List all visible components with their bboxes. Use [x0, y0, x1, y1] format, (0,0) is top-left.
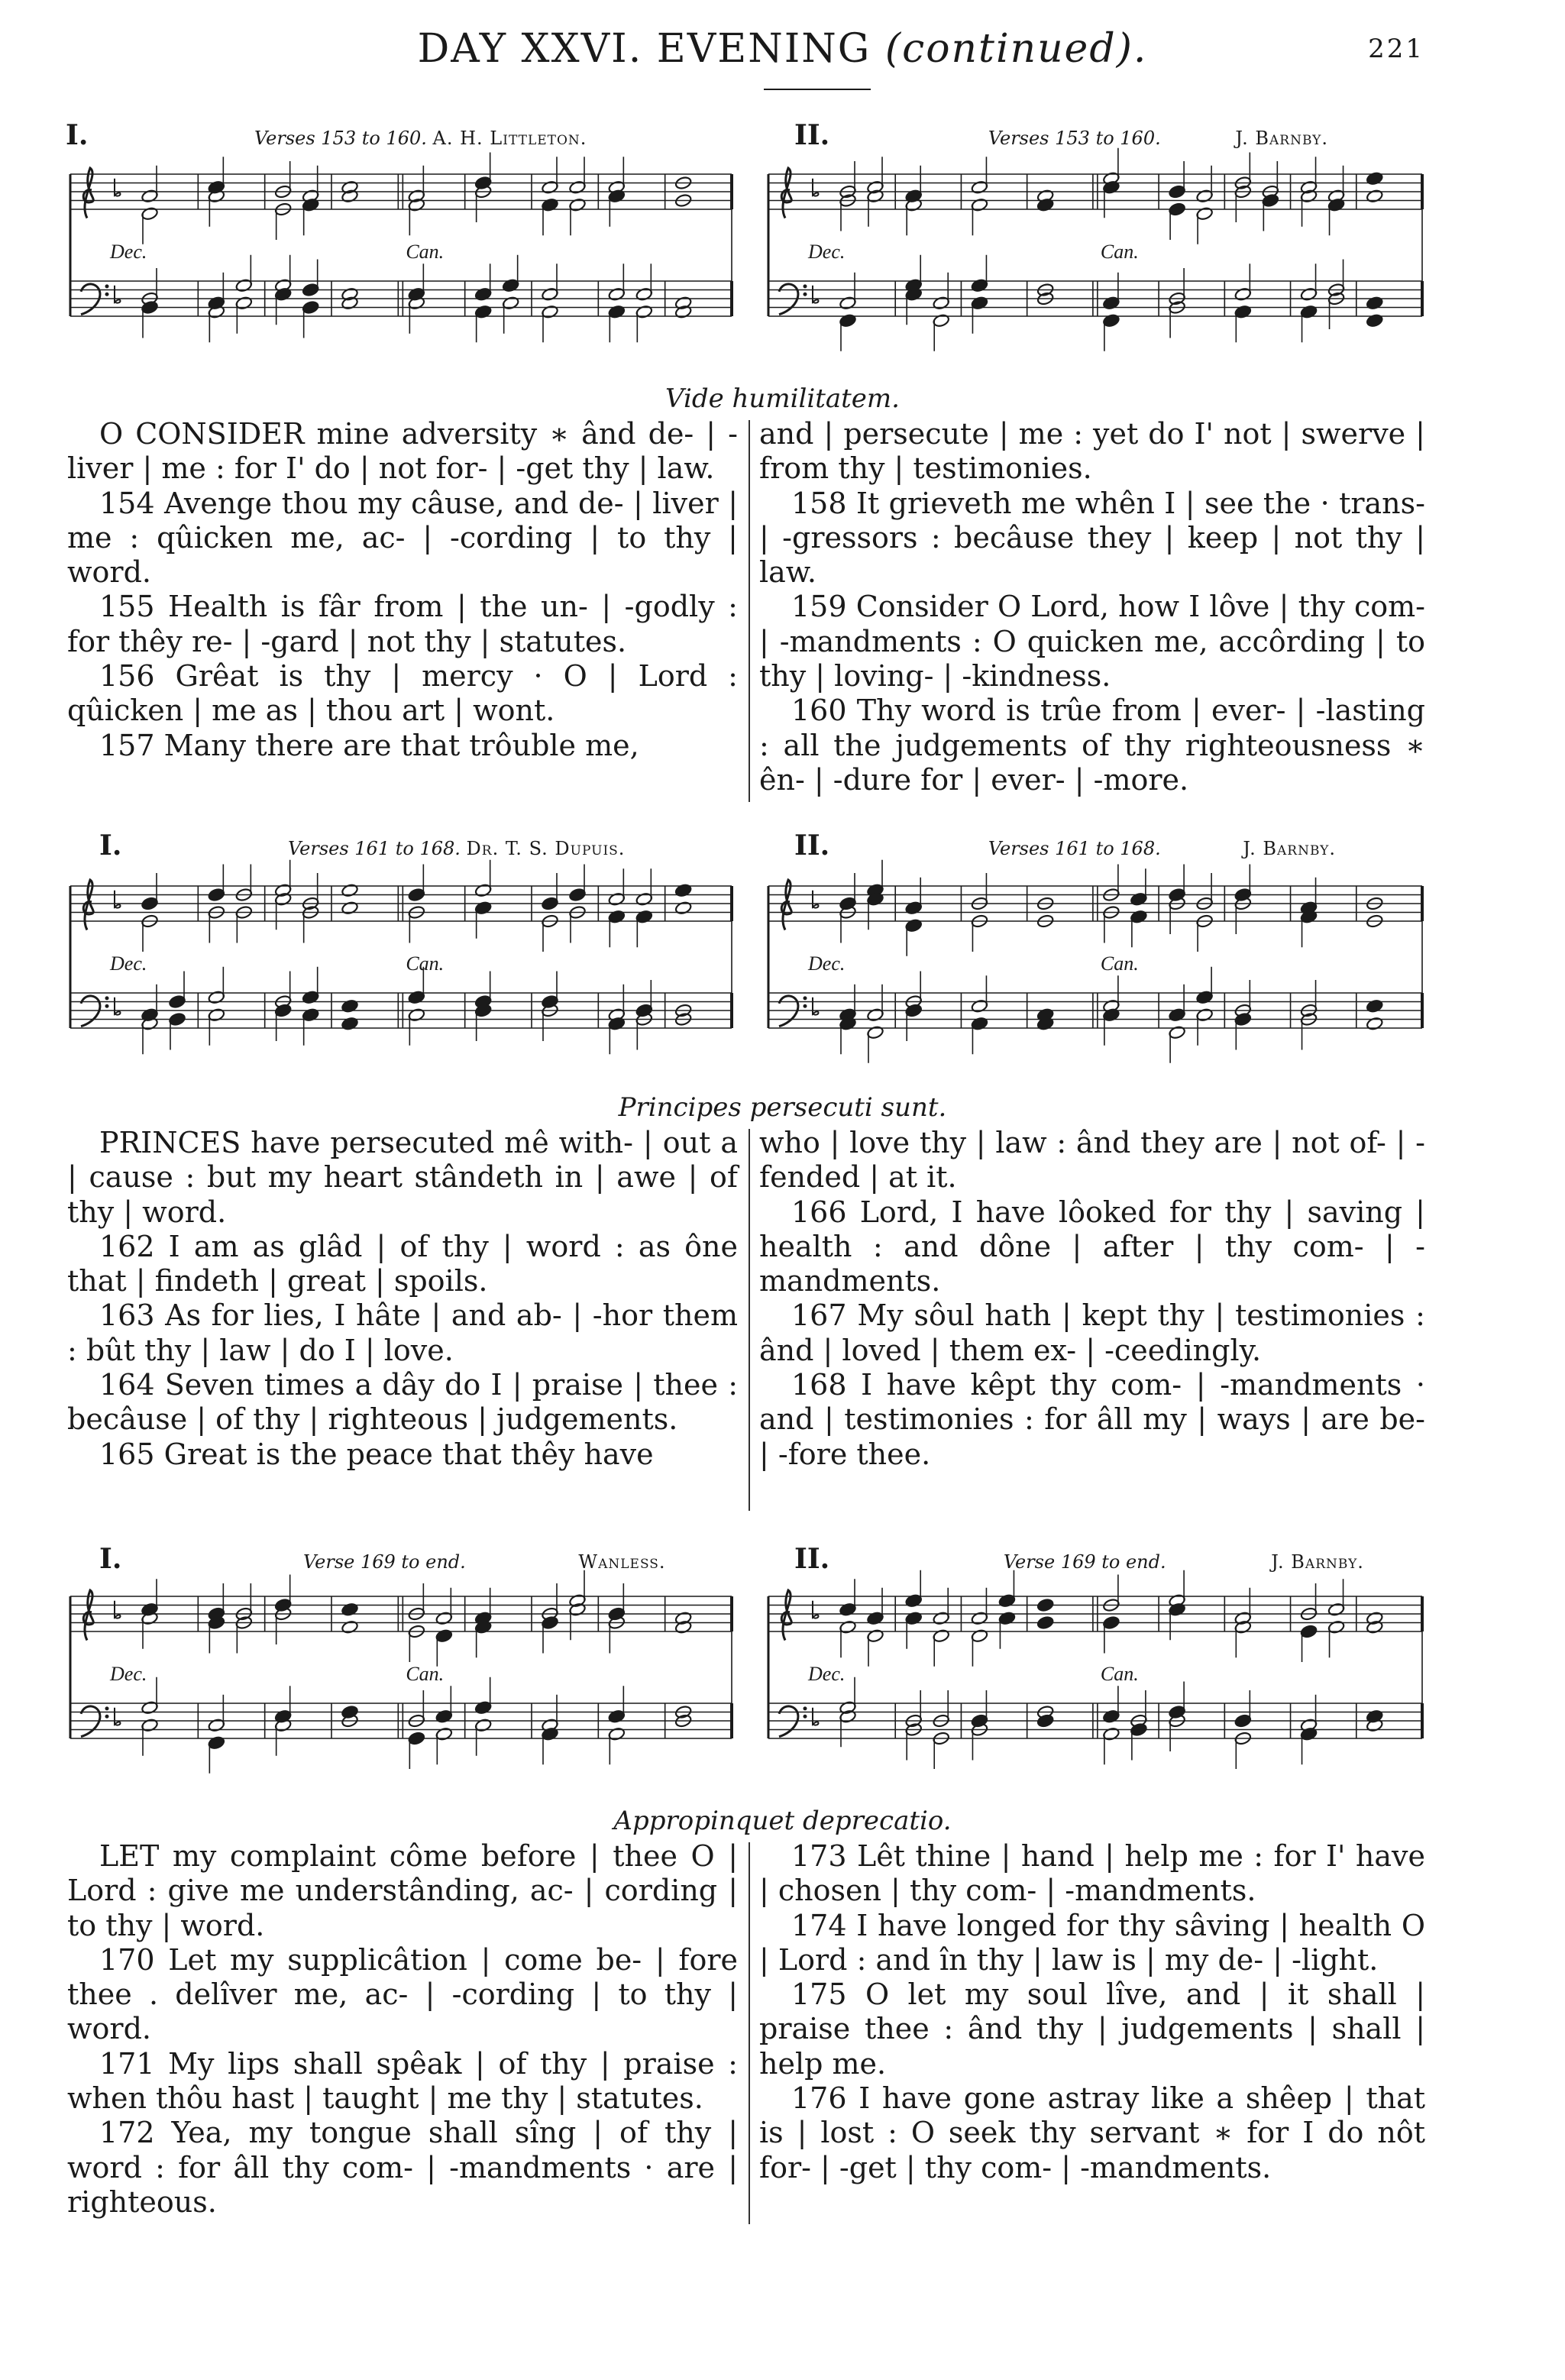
note-head [635, 910, 653, 924]
note-head [1234, 287, 1252, 302]
note-head [933, 1611, 950, 1625]
note-head [1036, 1598, 1054, 1612]
note-head [608, 1727, 626, 1741]
verse-paragraph: 171 My lips shall spêak | of thy | praise : when thôu hast | taught | me thy | statutes. [67, 2046, 738, 2116]
note-head [408, 1007, 425, 1022]
note-head [1300, 1624, 1318, 1638]
verse-paragraph: 162 I am as glâd | of thy | word : as ône that | findeth | great | spoils. [67, 1229, 738, 1298]
flat-icon [813, 179, 819, 196]
note-head [435, 1628, 453, 1643]
note-head [302, 1007, 319, 1022]
chant-verses: Verse 169 to end. [1003, 1551, 1166, 1573]
page-title [0, 26, 1565, 72]
note-head [971, 278, 988, 293]
verse-paragraph: 168 I have kêpt thy com- | -mandments · and | testimonies : for âll my | ways | are be- | -fore thee. [759, 1368, 1425, 1471]
note-head [474, 1718, 492, 1732]
flat-icon [115, 1708, 121, 1725]
treble-clef-icon [781, 1590, 791, 1641]
note-head [608, 1709, 626, 1724]
note-head [905, 918, 923, 933]
verse-paragraph: who | love thy | law : ând they are | not of- | -fended | at it. [759, 1126, 1425, 1195]
bass-staff [70, 1703, 732, 1738]
chant-heading-s1-2 [794, 119, 1328, 151]
verse-paragraph: 164 Seven times a dây do I | praise | thee : becâuse | of thy | righteous | judgements. [67, 1368, 738, 1437]
note-head [435, 1611, 453, 1625]
decani-label: Dec. [110, 1663, 147, 1685]
chant-number: II. [794, 1543, 830, 1575]
page-title-suffix: (continued). [884, 26, 1148, 72]
note-head [435, 1709, 453, 1724]
note-head [1327, 1620, 1345, 1635]
flat-icon [115, 891, 121, 908]
note-head [839, 296, 856, 310]
note-head [541, 180, 558, 195]
note-head [1195, 189, 1213, 203]
latin-title-s2: Principes persecuti sunt. [618, 1092, 947, 1123]
bass-clef-dot [804, 1004, 807, 1008]
verse-paragraph: 159 Consider O Lord, how I lôve | thy com- | -mandments : O quicken me, accôrding | to thy | loving- | -kindness. [759, 590, 1425, 694]
psalm-column-right-s3 [759, 1839, 1425, 2185]
flat-icon [813, 286, 819, 303]
flat-icon [813, 1708, 819, 1725]
flat-icon [813, 891, 819, 908]
bass-staff [768, 281, 1422, 316]
chant-score-s1-1 [66, 167, 738, 357]
note-head [502, 296, 519, 310]
note-head [474, 287, 492, 302]
note-head [341, 999, 358, 1014]
cantoris-label: Can. [406, 241, 445, 263]
column-divider [749, 420, 750, 802]
chant-number: I. [99, 1543, 122, 1575]
bass-staff [768, 1703, 1422, 1738]
note-head [635, 892, 653, 907]
note-head [541, 287, 558, 302]
note-head [208, 990, 225, 1004]
note-head [1366, 171, 1383, 186]
note-head [541, 305, 558, 319]
flat-icon [115, 998, 121, 1015]
note-head [971, 999, 988, 1014]
chant-composer: J. Barnby. [1235, 128, 1329, 149]
treble-staff [70, 880, 732, 930]
note-head [1366, 999, 1383, 1014]
decani-label: Dec. [110, 241, 147, 263]
note-head [905, 901, 923, 915]
note-head [474, 1700, 492, 1715]
note-head [168, 1012, 186, 1027]
note-head [1300, 305, 1318, 319]
note-head [839, 1602, 856, 1617]
note-head [302, 990, 319, 1004]
bass-clef-dot [105, 1715, 109, 1719]
cantoris-label: Can. [1100, 241, 1139, 263]
note-head [866, 1611, 884, 1625]
bass-clef-dot [105, 1004, 109, 1008]
note-head [971, 1611, 988, 1625]
note-head [1366, 313, 1383, 328]
note-head [1168, 1025, 1185, 1040]
latin-title-s3: Appropinquet deprecatio. [613, 1806, 952, 1836]
note-head [608, 910, 626, 924]
decani-label: Dec. [808, 1663, 846, 1685]
note-head [1168, 1007, 1185, 1022]
note-head [408, 888, 425, 902]
note-head [302, 300, 319, 315]
decani-label: Dec. [808, 952, 846, 975]
note-head [1130, 892, 1147, 907]
note-head [502, 278, 519, 293]
flat-icon [115, 1601, 121, 1618]
column-divider [749, 1129, 750, 1511]
latin-title-s1: Vide humilitatem. [665, 383, 900, 414]
note-head [608, 287, 626, 302]
note-head [435, 1727, 453, 1741]
chant-score-s2-1 [66, 878, 738, 1069]
page-number: 221 [1368, 34, 1424, 64]
cantoris-label: Can. [1100, 952, 1139, 975]
chant-score-s3-1 [66, 1589, 738, 1780]
note-head [635, 287, 653, 302]
chant-verses: Verse 169 to end. [303, 1551, 466, 1573]
note-head [341, 883, 358, 897]
note-head [1036, 1615, 1054, 1630]
verse-paragraph: 154 Avenge thou my câuse, and de- | liver | me : qûicken me, ac- | -cording | to thy | word. [67, 486, 738, 590]
bass-clef-dot [804, 1706, 807, 1710]
chant-score-s1-2 [764, 167, 1428, 357]
chant-heading-s2-2 [794, 829, 1336, 862]
note-head [905, 1593, 923, 1608]
note-head [905, 1611, 923, 1625]
chant-heading-s2-1 [99, 829, 625, 862]
verse-paragraph: 157 Many there are that trôuble me, [99, 728, 639, 762]
note-head [141, 1718, 158, 1732]
verse-paragraph: PRINCES have persecuted mê with- | out a | cause : but my heart stândeth in | awe | of thy | word. [67, 1126, 738, 1229]
note-head [866, 1628, 884, 1643]
chant-verses: Verses 153 to 160. [254, 128, 427, 149]
note-head [971, 180, 988, 195]
note-head [933, 1628, 950, 1643]
note-head [1102, 1727, 1120, 1741]
flat-icon [813, 1601, 819, 1618]
header-rule [764, 89, 871, 90]
note-head [1168, 202, 1185, 216]
psalm-column-right-s1 [759, 417, 1425, 797]
bass-clef-dot [105, 293, 109, 296]
note-head [1366, 296, 1383, 310]
treble-staff [70, 1590, 732, 1641]
cantoris-label: Can. [406, 952, 445, 975]
flat-icon [813, 998, 819, 1015]
verse-paragraph: 173 Lêt thine | hand | help me : for I' have | chosen | thy com- | -mandments. [759, 1839, 1425, 1908]
bass-staff [768, 993, 1422, 1028]
psalm-column-left-s3 [67, 1839, 738, 2220]
treble-clef-icon [83, 1590, 93, 1641]
note-head [341, 1602, 358, 1617]
note-head [208, 1718, 225, 1732]
treble-clef-icon [83, 880, 93, 930]
cantoris-label: Can. [406, 1663, 445, 1685]
treble-staff [768, 880, 1422, 930]
verse-paragraph: 174 I have longed for thy sâving | health O | Lord : and în thy | law is | my de- | -light. [759, 1908, 1425, 1977]
note-head [408, 990, 425, 1004]
note-head [474, 305, 492, 319]
note-head [208, 1007, 225, 1022]
verse-paragraph: 167 My sôul hath | kept thy | testimonies : ând | loved | them ex- | -ceedingly. [759, 1298, 1425, 1367]
note-head [971, 1017, 988, 1031]
note-head [933, 296, 950, 310]
note-head [1168, 184, 1185, 199]
note-head [541, 896, 558, 910]
treble-clef-icon [781, 880, 791, 930]
psalm-column-left-s2 [67, 1126, 738, 1472]
note-head [141, 1700, 158, 1715]
verse-paragraph: 158 It grieveth me whên I | see the · trans- | -gressors : becâuse they | keep | not thy | law. [759, 486, 1425, 590]
note-head [474, 883, 492, 897]
note-head [1366, 189, 1383, 203]
bass-staff [70, 281, 732, 316]
verse-paragraph: 170 Let my supplicâtion | come be- | fore thee . delîver me, ac- | -cording | to thy | word. [67, 1942, 738, 2046]
verse-paragraph: 156 Grêat is thy | mercy · O | Lord : qûicken | me as | thou art | wont. [67, 659, 738, 728]
bass-staff [70, 993, 732, 1028]
note-head [1102, 1615, 1120, 1630]
chant-score-s3-2 [764, 1589, 1428, 1780]
note-head [474, 901, 492, 915]
note-head [608, 305, 626, 319]
note-head [341, 1017, 358, 1031]
bass-clef-dot [105, 284, 109, 288]
flat-icon [115, 179, 121, 196]
chant-heading-s3-1 [99, 1543, 666, 1575]
page-title-main: DAY XXVI. EVENING [417, 26, 871, 72]
note-head [1195, 990, 1213, 1004]
bass-clef-dot [105, 1706, 109, 1710]
note-head [1102, 1709, 1120, 1724]
decani-label: Dec. [808, 241, 846, 263]
note-head [568, 180, 586, 195]
note-head [1366, 1017, 1383, 1031]
psalm-column-right-s2 [759, 1126, 1425, 1472]
treble-clef-icon [781, 168, 791, 218]
verse-paragraph: 155 Health is fâr from | the un- | -godly : for thêy re- | -gard | not thy | statutes. [67, 590, 738, 658]
note-head [408, 1731, 425, 1745]
bass-clef-dot [804, 293, 807, 296]
note-head [1102, 313, 1120, 328]
note-head [998, 1611, 1016, 1625]
note-head [866, 1007, 884, 1022]
note-head [1327, 1602, 1345, 1617]
psalm-column-left-s1 [67, 417, 738, 763]
note-head [235, 296, 253, 310]
chant-composer: Wanless. [578, 1551, 666, 1573]
note-head [168, 994, 186, 1009]
note-head [933, 313, 950, 328]
note-head [208, 1735, 225, 1750]
verse-paragraph: 160 Thy word is trûe from | ever- | -lasting : all the judgements of thy righteousness ∗ ên- | -dure for | ever- | -more. [759, 694, 1425, 797]
flat-icon [115, 286, 121, 303]
note-head [839, 1620, 856, 1635]
note-head [1130, 910, 1147, 924]
chant-number: II. [794, 829, 830, 862]
note-head [341, 1620, 358, 1635]
chant-verses: Verses 161 to 168. [988, 838, 1161, 859]
chant-number: I. [66, 119, 89, 151]
treble-staff [70, 168, 732, 218]
note-head [141, 896, 158, 910]
note-head [141, 189, 158, 203]
chant-number: II. [794, 119, 830, 151]
note-head [568, 198, 586, 212]
note-head [971, 198, 988, 212]
note-head [839, 313, 856, 328]
chant-composer: J. Barnby. [1243, 838, 1337, 859]
treble-staff [768, 1590, 1422, 1641]
note-head [1102, 296, 1120, 310]
note-head [568, 888, 586, 902]
chant-verses: Verses 153 to 160. [988, 128, 1161, 149]
note-head [341, 901, 358, 915]
verse-paragraph: 175 O let my soul lîve, and | it shall | praise thee : ând thy | judgements | shall | help me. [759, 1977, 1425, 2081]
bass-clef-dot [804, 284, 807, 288]
verse-paragraph: LET my complaint côme before | thee O | Lord : give me understânding, ac- | cording | to thy | word. [67, 1839, 738, 1942]
note-head [208, 888, 225, 902]
note-head [635, 305, 653, 319]
chant-score-s2-2 [764, 878, 1428, 1069]
chant-composer: Dr. T. S. Dupuis. [466, 838, 626, 859]
note-head [1195, 1007, 1213, 1022]
treble-clef-icon [83, 168, 93, 218]
column-divider [749, 1842, 750, 2224]
note-head [541, 198, 558, 212]
bass-clef-dot [804, 996, 807, 1000]
chant-number: I. [99, 829, 122, 862]
chant-composer: J. Barnby. [1271, 1551, 1364, 1573]
chant-verses: Verses 161 to 168. [288, 838, 461, 859]
verse-paragraph: 176 I have gone astray like a shêep | that is | lost : O seek thy servant ∗ for I do nôt for- | -get | thy com- | -mandments. [759, 2081, 1425, 2184]
verse-paragraph: O CONSIDER mine adversity ∗ ând de- | -liver | me : for I' do | not for- | -get thy | law. [67, 417, 738, 486]
note-head [608, 892, 626, 907]
chant-heading-s3-2 [794, 1543, 1364, 1575]
note-head [1195, 206, 1213, 221]
note-head [674, 883, 692, 897]
treble-staff [768, 168, 1422, 218]
note-head [1234, 305, 1252, 319]
verse-paragraph: 165 Great is the peace that thêy have [99, 1437, 654, 1471]
note-head [971, 296, 988, 310]
note-head [1300, 287, 1318, 302]
note-head [971, 1628, 988, 1643]
note-head [998, 1593, 1016, 1608]
chant-composer: A. H. Littleton. [432, 128, 587, 149]
note-head [674, 901, 692, 915]
chant-heading-s1-1 [66, 119, 587, 151]
verse-paragraph: 166 Lord, I have lôoked for thy | saving | health : and dône | after | thy com- | -mandments. [759, 1195, 1425, 1298]
verse-paragraph: 172 Yea, my tongue shall sîng | of thy | word : for âll thy com- | -mandments · are | righteous. [67, 2116, 738, 2219]
note-head [1234, 1713, 1252, 1728]
bass-clef-dot [105, 996, 109, 1000]
bass-clef-dot [804, 1715, 807, 1719]
note-head [235, 278, 253, 293]
decani-label: Dec. [110, 952, 147, 975]
verse-paragraph: and | persecute | me : yet do I' not | swerve | from thy | testimonies. [759, 417, 1425, 486]
note-head [302, 283, 319, 297]
note-head [141, 206, 158, 221]
note-head [866, 1025, 884, 1040]
cantoris-label: Can. [1100, 1663, 1139, 1685]
verse-paragraph: 163 As for lies, I hâte | and ab- | -hor them : bût thy | law | do I | love. [67, 1298, 738, 1367]
